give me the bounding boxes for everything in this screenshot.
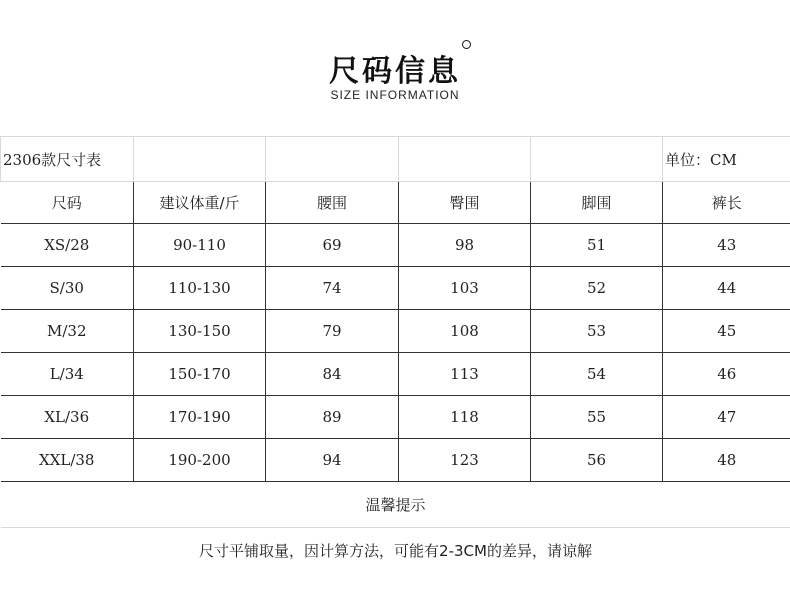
size-chart-table [0, 136, 790, 572]
style-label: 2306款尺寸表 [1, 137, 134, 182]
cell-size: S/30 [1, 267, 134, 310]
cell-weight: 150-170 [134, 353, 266, 396]
column-header-waist: 腰围 [266, 182, 399, 224]
cell-hip: 118 [399, 396, 531, 439]
cell-weight: 170-190 [134, 396, 266, 439]
table-info-row [1, 137, 790, 182]
page-subtitle: SIZE INFORMATION [330, 88, 460, 102]
unit-label: 单位：CM [663, 137, 790, 182]
cell-weight: 110-130 [134, 267, 266, 310]
cell-hip: 98 [399, 224, 531, 267]
table-row [1, 267, 790, 310]
cell-waist: 69 [266, 224, 399, 267]
empty-cell [266, 137, 399, 182]
cell-hip: 108 [399, 310, 531, 353]
cell-size: M/32 [1, 310, 134, 353]
cell-leg-opening: 56 [531, 439, 663, 482]
cell-leg-opening: 55 [531, 396, 663, 439]
cell-waist: 84 [266, 353, 399, 396]
title-circle-icon [462, 40, 471, 49]
page-title: 尺码信息 [329, 54, 461, 89]
cell-length: 46 [663, 353, 790, 396]
cell-hip: 123 [399, 439, 531, 482]
cell-waist: 89 [266, 396, 399, 439]
cell-waist: 74 [266, 267, 399, 310]
table-row [1, 224, 790, 267]
column-header-weight: 建议体重/斤 [134, 182, 266, 224]
cell-hip: 103 [399, 267, 531, 310]
cell-size: XS/28 [1, 224, 134, 267]
cell-size: XL/36 [1, 396, 134, 439]
cell-size: L/34 [1, 353, 134, 396]
table-header-row [1, 182, 790, 224]
cell-leg-opening: 52 [531, 267, 663, 310]
table-row [1, 310, 790, 353]
measurement-note: 尺寸平铺取量，因计算方法，可能有2-3CM的差异，请谅解 [199, 541, 592, 560]
column-header-length: 裤长 [663, 182, 790, 224]
table-row [1, 396, 790, 439]
cell-leg-opening: 51 [531, 224, 663, 267]
column-header-leg-opening: 脚围 [531, 182, 663, 224]
tips-row [1, 482, 790, 528]
cell-waist: 79 [266, 310, 399, 353]
cell-leg-opening: 54 [531, 353, 663, 396]
cell-weight: 90-110 [134, 224, 266, 267]
table-row [1, 439, 790, 482]
cell-waist: 94 [266, 439, 399, 482]
tips-title: 温馨提示 [1, 482, 790, 528]
cell-length: 44 [663, 267, 790, 310]
cell-length: 43 [663, 224, 790, 267]
cell-length: 48 [663, 439, 790, 482]
note-row [1, 528, 790, 573]
cell-size: XXL/38 [1, 439, 134, 482]
cell-leg-opening: 53 [531, 310, 663, 353]
empty-cell [134, 137, 266, 182]
empty-cell [399, 137, 531, 182]
column-header-hip: 臀围 [399, 182, 531, 224]
table-row [1, 353, 790, 396]
empty-cell [531, 137, 663, 182]
column-header-size: 尺码 [1, 182, 134, 224]
cell-weight: 130-150 [134, 310, 266, 353]
cell-length: 45 [663, 310, 790, 353]
cell-hip: 113 [399, 353, 531, 396]
cell-length: 47 [663, 396, 790, 439]
cell-weight: 190-200 [134, 439, 266, 482]
